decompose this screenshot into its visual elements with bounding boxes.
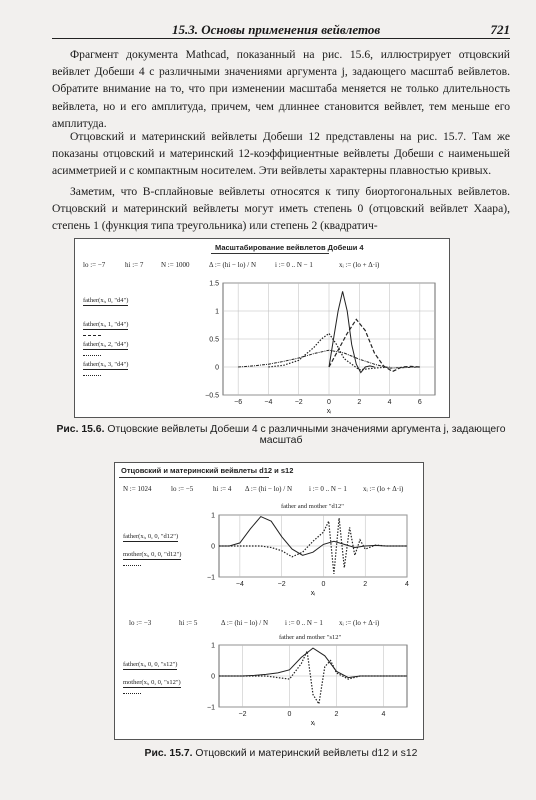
section-title: 15.3. Основы применения вейвлетов [172,22,381,37]
legend-father-s12: father(xᵢ, 0, 0, "s12") [123,661,178,668]
def2-delta: Δ := (hi − lo) / N [221,619,269,627]
def-delta: Δ := (hi − lo) / N [245,485,293,493]
d12-y-tick-label: 0 [211,543,215,551]
fig1-y-tick-label: −0.5 [205,392,219,400]
paragraph-2: Отцовский и материнский вейвлеты Добеши 12 представлены на рис. 15.7. Там же показаны отцовский и материнский 12-коэффициентные вейвлеты Добеши с наименьшей асимметрией и с компактным носителем. Эти вейвлеты характерны плавностью кривых. [52,130,510,178]
def-range: i := 0 .. N − 1 [309,485,347,493]
s12-y-tick-label: −1 [207,704,215,712]
def-x: xᵢ := (lo + Δ·i) [339,261,380,269]
def-lo: lo := −5 [171,485,194,493]
figure-15-6 [74,238,450,418]
running-header [52,22,510,39]
fig1-x-tick-label: 4 [387,399,392,406]
figure-title: Отцовский и материнский вейвлеты d12 и s12 [121,466,294,475]
fig1-x-tick-label: −4 [264,399,273,406]
def2-hi: hi := 5 [179,619,198,627]
fig1-y-tick-label: 1.5 [209,280,219,288]
d12-x-tick-label: 0 [321,581,326,588]
s12-y-tick-label: 1 [211,642,215,650]
caption-text: Отцовские вейвлеты Добеши 4 с различными значениями аргумента j, задающего масштаб [107,424,506,446]
caption-text: Отцовский и материнский вейвлеты d12 и s12 [195,748,418,759]
fig1-x-tick-label: −6 [234,399,243,406]
fig1-x-tick-label: 6 [417,399,422,406]
s12-x-tick-label: 2 [334,711,339,718]
d12-y-tick-label: 1 [211,512,215,520]
fig1-y-tick-label: 0 [215,364,219,372]
s12-x-tick-label: −2 [238,711,247,718]
paragraph-1: Фрагмент документа Mathcad, показанный на рис. 15.6, иллюстрирует отцовский вейвлет Добеши 4 с различными значениями аргумента j, задающего масштаб вейвлетов. Обратите внимание на то, что при изменении масштаба меняется не только длительность вейвлета, но и его амплитуда, причем, чем длиннее становится вейвлет, тем меньше его амплитуда. [52,48,510,130]
d12-x-tick-label: −4 [235,581,244,588]
def-x: xᵢ := (lo + Δ·i) [363,485,404,493]
d12-x-tick-label: 2 [363,581,368,588]
d12-y-tick-label: −1 [207,574,215,582]
legend-father-2: father(xᵢ, 2, "d4") [83,341,129,348]
legend-mother-d12: mother(xᵢ, 0, 0, "d12") [123,551,182,558]
s12-y-tick-label: 0 [211,673,215,681]
def-hi: hi := 4 [213,485,232,493]
caption-number: Рис. 15.6. [56,424,105,435]
s12-x-tick-label: 4 [381,711,386,718]
s12-x-axis-label: xᵢ [310,720,316,727]
page-number: 721 [490,22,510,37]
chart-fig-15-7 [115,463,423,739]
def-n: N := 1000 [161,261,190,269]
figure-15-7 [114,462,424,740]
legend-father-3: father(xᵢ, 3, "d4") [83,361,129,368]
fig1-x-tick-label: 0 [327,399,331,406]
fig1-x-tick-label: −2 [294,399,303,406]
def-lo: lo := −7 [83,261,106,269]
def2-range: i := 0 .. N − 1 [285,619,323,627]
fig1-y-tick-label: 0.5 [209,336,219,344]
def-range: i := 0 .. N − 1 [275,261,313,269]
chart-fig-15-6 [75,239,449,417]
fig1-x-axis-label: xᵢ [326,408,332,415]
def2-x: xᵢ := (lo + Δ·i) [339,619,380,627]
plot-title-s12: father and mother "s12" [279,634,342,641]
d12-x-tick-label: 4 [405,581,409,588]
fig1-y-tick-label: 1 [215,308,219,316]
caption-15-7 [52,748,510,759]
def2-lo: lo := −3 [129,619,152,627]
plot-title-d12: father and mother "d12" [281,503,344,510]
caption-number: Рис. 15.7. [144,748,193,759]
fig1-x-tick-label: 2 [357,399,362,406]
paragraph-3: Заметим, что B-сплайновые вейвлеты относятся к типу биортогональных вейвлетов. Отцовский и материнский вейвлеты могут иметь степень 0 (отцовский вейвлет Хаара), степень 1 (функция типа треугольника) или степень 2 (квадратич- [52,185,510,233]
s12-x-tick-label: 0 [287,711,292,718]
legend-father-1: father(xᵢ, 1, "d4") [83,321,129,328]
figure-title: Масштабирование вейвлетов Добеши 4 [215,243,364,252]
def-n: N := 1024 [123,485,152,493]
legend-father-d12: father(xᵢ, 0, 0, "d12") [123,533,179,540]
legend-father-0: father(xᵢ, 0, "d4") [83,297,129,304]
d12-x-tick-label: −2 [277,581,286,588]
caption-15-6 [52,424,510,446]
legend-mother-s12: mother(xᵢ, 0, 0, "s12") [123,679,181,686]
def-delta: Δ := (hi − lo) / N [209,261,257,269]
d12-x-axis-label: xᵢ [310,590,316,597]
def-hi: hi := 7 [125,261,144,269]
